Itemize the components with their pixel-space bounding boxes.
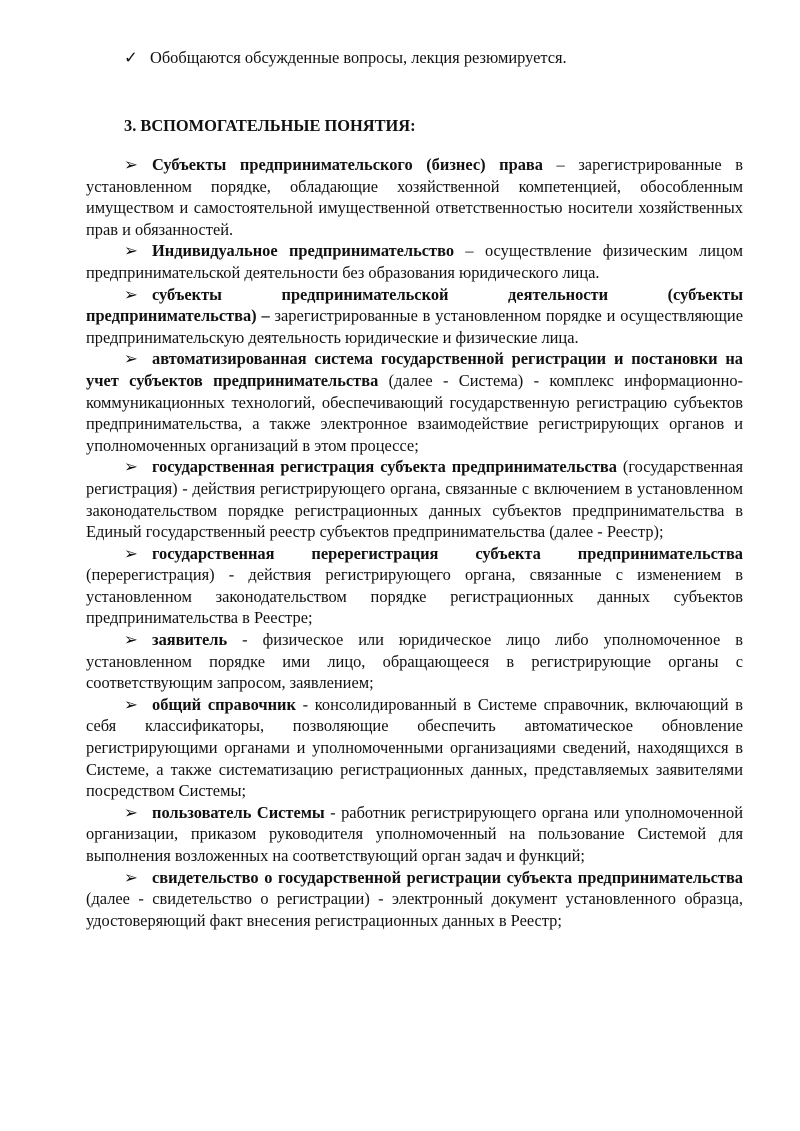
arrow-bullet-icon: ➢ [124,630,138,650]
definition-text: (перерегистрация) - действия регистрирующего органа, связанные с изменением в установленном законодательством порядке регистрационных данных субъектов предпринимательства в Реестре; [86,565,743,628]
arrow-bullet-icon: ➢ [124,543,138,563]
definition-item [86,284,743,349]
definition-term: государственная регистрация субъекта предпринимательства [152,457,617,477]
arrow-bullet-icon: ➢ [124,155,138,174]
definition-term: автоматизированная система государственной регистрации и постановки на учет субъектов предпринимательства [86,349,743,390]
arrow-bullet-icon: ➢ [124,457,138,477]
definition-term: пользователь Системы [152,802,325,822]
definition-term: субъекты предпринимательской деятельности (субъекты предпринимательства) – [86,284,743,326]
definition-text: (далее - свидетельство о регистрации) - электронный документ установленного образца, удостоверяющий факт внесения регистрационных данных в Реестр; [86,889,743,930]
definition-text: – зарегистрированные в установленном порядке, обладающие хозяйственной компетенцией, обособленным имуществом и самостоятельной имущественной ответственностью носители хозяйственных прав и обязанностей. [86,155,743,239]
definition-text: - работник регистрирующего органа или уполномоченной организации, приказом руководителя уполномоченный на пользование Системой для выполнения возложенных на соответствующий орган задач и функций; [86,802,743,865]
definition-term: заявитель [152,630,228,650]
section-title: 3. ВСПОМОГАТЕЛЬНЫЕ ПОНЯТИЯ: [124,116,416,135]
document-page [86,46,743,931]
definition-text: - консолидированный в Системе справочник, включающий в себя классификаторы, позволяющие обеспечить автоматическое обновление регистрирующими органами и уполномоченными организациями сведений, находящихся в Системе, а также систематизацию регистрационных данных, представляемых заявителями посредством Системы; [86,694,743,801]
definition-item [86,629,743,694]
definition-item [86,456,743,542]
intro-text: Обобщаются обсужденные вопросы, лекция резюмируется. [150,48,567,67]
definition-item [86,543,743,629]
definition-text: (далее - Система) - комплекс информационно-коммуникационных технологий, обеспечивающий государственную регистрацию субъектов предпринимательства, а также электронное взаимодействие регистрирующих органов и уполномоченных организаций в этом процессе; [86,370,743,455]
definition-term: общий справочник [152,694,296,714]
definition-text: (государственная регистрация) - действия регистрирующего органа, связанные с включением в установленном законодательством порядке регистрационных данных субъектов предпринимательства в Единый государственный реестр субъектов предпринимательства (далее - Реестр); [86,457,743,542]
intro-line [124,46,743,70]
definition-text: – осуществление физическим лицом предпринимательской деятельности без образования юридического лица. [86,241,743,282]
checkmark-icon: ✓ [124,48,138,67]
definition-item [86,154,743,240]
definition-term: государственная перерегистрация субъекта предпринимательства [152,543,743,563]
definition-text: зарегистрированные в установленном порядке и осуществляющие предпринимательскую деятельность юридические и физические лица. [86,306,743,347]
definition-item [86,240,743,283]
arrow-bullet-icon: ➢ [124,241,138,261]
arrow-bullet-icon: ➢ [124,694,138,714]
definition-item [86,802,743,867]
arrow-bullet-icon: ➢ [124,284,138,304]
arrow-bullet-icon: ➢ [124,867,138,887]
arrow-bullet-icon: ➢ [124,802,138,822]
definition-term: Индивидуальное предпринимательство [152,241,455,261]
definition-item [86,694,743,802]
definition-term: свидетельство о государственной регистрации субъекта предпринимательства [152,867,743,887]
definition-text: - физическое или юридическое лицо либо уполномоченное в установленном порядке ими лицо, обращающееся в регистрирующие органы с соответствующим запросом, заявлением; [86,630,743,693]
definition-item [86,867,743,932]
definitions-list [86,154,743,931]
arrow-bullet-icon: ➢ [124,349,138,369]
definition-item [86,348,743,456]
definition-term: Субъекты предпринимательского (бизнес) права [152,155,543,174]
